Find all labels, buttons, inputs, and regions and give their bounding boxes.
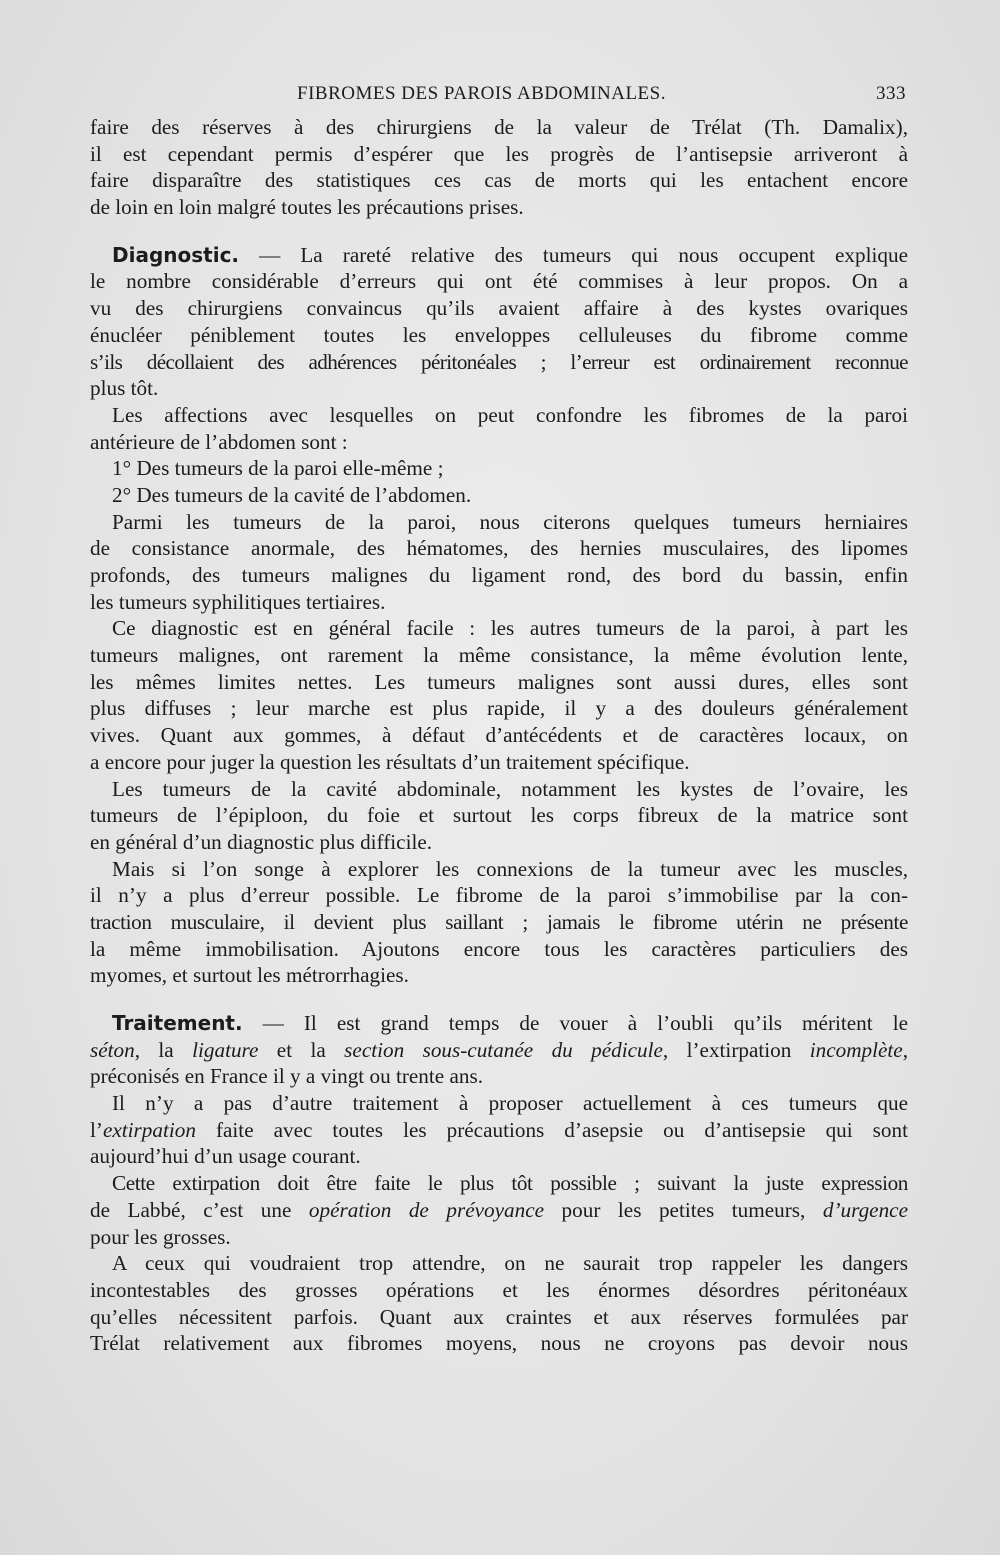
text-line: Trélat relativement aux fibromes moyens, nous ne croyons pas devoir nous bbox=[90, 1331, 908, 1356]
text-line: énucléer péniblement toutes les enveloppes celluleuses du fibrome comme bbox=[90, 322, 908, 347]
section-heading-diagnostic: Diagnostic. bbox=[112, 242, 240, 267]
text-line: qu’elles nécessitent parfois. Quant aux craintes et aux réserves formulées par bbox=[90, 1304, 908, 1329]
text-line bbox=[90, 1037, 908, 1064]
text-line: Les affections avec lesquelles on peut confondre les fibromes de la paroi bbox=[112, 402, 908, 427]
text-line: aujourd’hui d’un usage courant. bbox=[90, 1144, 361, 1169]
text-line: le nombre considérable d’erreurs qui ont été commises à leur propos. On a bbox=[90, 269, 908, 294]
text-line bbox=[90, 1117, 908, 1144]
text-line: il n’y a plus d’erreur possible. Le fibrome de la paroi s’immobilise par la con- bbox=[90, 883, 908, 908]
paragraph bbox=[90, 1250, 908, 1357]
text-line: de consistance anormale, des hématomes, des hernies musculaires, des lipomes bbox=[90, 536, 908, 561]
running-title: FIBROMES DES PAROIS ABDOMINALES. bbox=[297, 83, 666, 104]
italic-run: incomplète bbox=[809, 1037, 903, 1062]
italic-run: ligature bbox=[192, 1037, 259, 1062]
section-spacer bbox=[90, 989, 908, 1010]
page-body bbox=[90, 114, 908, 1357]
text-line: vu des chirurgiens convaincus qu’ils avaient affaire à des kystes ovariques bbox=[90, 296, 908, 321]
text-run: , l’extirpation bbox=[662, 1037, 810, 1062]
enumerated-list bbox=[90, 455, 908, 508]
paragraph bbox=[90, 615, 908, 775]
text-line: Ce diagnostic est en général facile : les autres tumeurs de la paroi, à part les bbox=[112, 616, 908, 641]
paragraph bbox=[90, 856, 908, 989]
text-line: la même immobilisation. Ajoutons encore tous les caractères particuliers des bbox=[90, 936, 908, 961]
paragraph bbox=[90, 1090, 908, 1170]
text-line: traction musculaire, il devient plus saillant ; jamais le fibrome utérin ne présente bbox=[90, 909, 908, 934]
text-line: tumeurs de l’épiploon, du foie et surtout les corps fibreux de la matrice sont bbox=[90, 803, 908, 828]
text-line: plus diffuses ; leur marche est plus rapide, il y a des douleurs généralement bbox=[90, 696, 908, 721]
text-run: l’ bbox=[90, 1117, 103, 1142]
text-run: , la bbox=[134, 1037, 193, 1062]
section-traitement bbox=[90, 1010, 908, 1090]
italic-run: opération de prévoyance bbox=[308, 1197, 545, 1222]
paragraph-continued bbox=[90, 114, 908, 221]
text-line: antérieure de l’abdomen sont : bbox=[90, 429, 348, 454]
text-line: plus tôt. bbox=[90, 376, 159, 401]
italic-run: séton bbox=[90, 1037, 135, 1062]
text-line: a encore pour juger la question les résultats d’un traitement spécifique. bbox=[90, 749, 690, 774]
text-line: vives. Quant aux gommes, à défaut d’antécédents et de caractères locaux, on bbox=[90, 723, 908, 748]
text-run: et la bbox=[258, 1037, 345, 1062]
section-diagnostic bbox=[90, 242, 908, 402]
italic-run: section sous-cutanée du pédicule bbox=[344, 1037, 663, 1062]
text-line bbox=[90, 1010, 908, 1037]
text-line: les tumeurs syphilitiques tertiaires. bbox=[90, 589, 386, 614]
italic-run: extirpation bbox=[102, 1117, 196, 1142]
paragraph bbox=[90, 402, 908, 455]
text-line: faire des réserves à des chirurgiens de la valeur de Trélat (Th. Damalix), bbox=[90, 115, 908, 139]
text-run: pour les petites tumeurs, bbox=[544, 1197, 823, 1222]
text-line bbox=[90, 242, 908, 269]
text-line: il est cependant permis d’espérer que les progrès de l’antisepsie arriveront à bbox=[90, 141, 908, 166]
page-number: 333 bbox=[876, 83, 906, 104]
text-line: Cette extirpation doit être faite le plus tôt possible ; suivant la juste expression bbox=[112, 1171, 908, 1196]
section-heading-traitement: Traitement. bbox=[112, 1011, 243, 1035]
text-line bbox=[90, 1197, 908, 1224]
text-line: Mais si l’on songe à explorer les connexions de la tumeur avec les muscles, bbox=[112, 856, 908, 881]
text-line: myomes, et surtout les métrorrhagies. bbox=[90, 963, 409, 988]
list-item: 2° Des tumeurs de la cavité de l’abdomen. bbox=[112, 482, 472, 507]
paragraph bbox=[90, 776, 908, 856]
text-run: — La rareté relative des tumeurs qui nous occupent explique bbox=[239, 242, 908, 267]
text-run: faite avec toutes les précautions d’asepsie ou d’antisepsie qui sont bbox=[195, 1117, 908, 1142]
text-line: pour les grosses. bbox=[90, 1224, 231, 1249]
text-run: , bbox=[902, 1037, 908, 1062]
paragraph bbox=[90, 509, 908, 616]
text-line: tumeurs malignes, ont rarement la même consistance, la même évolution lente, bbox=[90, 643, 908, 668]
text-line: s’ils décollaient des adhérences péritonéales ; l’erreur est ordinairement reconnue bbox=[90, 349, 908, 374]
page-header bbox=[90, 83, 906, 113]
text-line: Parmi les tumeurs de la paroi, nous citerons quelques tumeurs herniaires bbox=[112, 509, 908, 534]
italic-run: d’urgence bbox=[822, 1197, 908, 1222]
paragraph bbox=[90, 1170, 908, 1250]
section-spacer bbox=[90, 221, 908, 242]
text-line: les mêmes limites nettes. Les tumeurs malignes sont aussi dures, elles sont bbox=[90, 669, 908, 694]
text-run: de Labbé, c’est une bbox=[90, 1197, 309, 1222]
text-run: — Il est grand temps de vouer à l’oubli qu’ils méritent le bbox=[242, 1011, 908, 1035]
text-line: Les tumeurs de la cavité abdominale, notamment les kystes de l’ovaire, les bbox=[112, 776, 908, 801]
list-item: 1° Des tumeurs de la paroi elle-même ; bbox=[112, 456, 444, 481]
text-line: profonds, des tumeurs malignes du ligament rond, des bord du bassin, enfin bbox=[90, 563, 908, 587]
text-line: Il n’y a pas d’autre traitement à proposer actuellement à ces tumeurs que bbox=[112, 1091, 908, 1116]
text-line: de loin en loin malgré toutes les précautions prises. bbox=[90, 195, 524, 220]
text-line: A ceux qui voudraient trop attendre, on ne saurait trop rappeler les dangers bbox=[112, 1251, 908, 1276]
text-line: incontestables des grosses opérations et les énormes désordres péritonéaux bbox=[90, 1277, 908, 1302]
text-line: faire disparaître des statistiques ces cas de morts qui les entachent encore bbox=[90, 168, 908, 193]
text-line: en général d’un diagnostic plus difficile. bbox=[90, 829, 433, 854]
text-line: préconisés en France il y a vingt ou trente ans. bbox=[90, 1064, 484, 1089]
